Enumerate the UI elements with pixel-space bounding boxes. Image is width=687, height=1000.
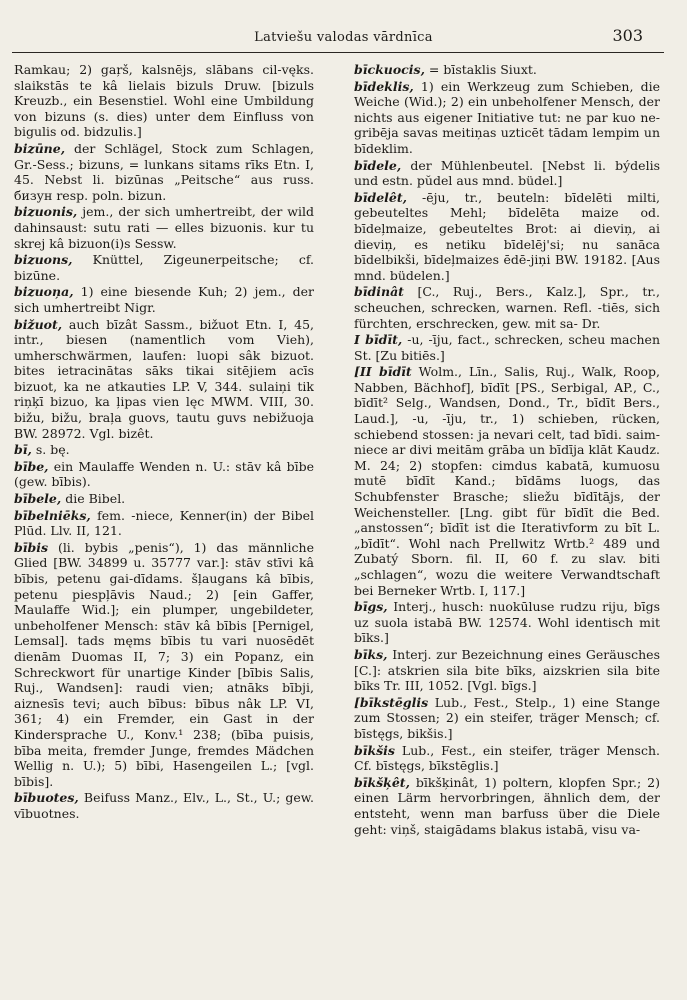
entry-headword: [bīkstēglis bbox=[354, 694, 429, 710]
entry-definition: Beifuss Manz., Elv., L., St., U.; gew. vībuotnes. bbox=[14, 790, 314, 821]
entry-headword: bībelniēks, bbox=[14, 507, 91, 523]
entry-definition: bīkšķinât, 1) poltern, klopfen Spr.; 2) einen Lärm hervorbringen, ähnlich dem, der entsteht, wenn man barfuss über die Diele geht: viņš, staigādams blakus istabā, visu va- bbox=[354, 774, 660, 837]
entry-definition: Wolm., Līn., Salis, Ruj., Walk, Roop, Nabben, Bächhof], bīdīt [PS., Serbigal, AP., C., bīdīt² Selg., Wandsen, Dond., Tr., bīdīt Bers., Laud.], -u, -īju, tr., 1) schieben, rücken, schiebend stossen: ja nevari celt, tad bīdi. saim-niece ar divi meitām grāba un bīdīja klāt Kaudz. M. 24; 2) stopfen: cimdus kabatā, kumuosu mutē bīdīt Kand.; bīdāms luogs, das Schubfenster Brasche; sliežu bīdītājs, der Weichensteller. [Lng. gibt für bīdīt die Bed. „anstossen“; bīdīt ist die Iterativform zu bīt L. „bīdīt“. Wohl nach Prellwitz Wrtb.² 489 und Zubatý Sborn. fil. II, 60 f. zu slav. biti „schlagen“, wozu die weitere Verwandtschaft bei Berneker Wrtb. I, 117.] bbox=[354, 364, 660, 598]
dictionary-entry bbox=[14, 204, 314, 251]
header-rule bbox=[12, 52, 664, 53]
entry-definition: Lub., Fest., ein steifer, träger Mensch. Cf. bīstęgs, bīkstēglis.] bbox=[354, 742, 660, 774]
dictionary-entry bbox=[354, 775, 660, 837]
dictionary-entry bbox=[14, 442, 314, 458]
entry-definition: [C., Ruj., Bers., Kalz.], Spr., tr., scheuchen, schrecken, warnen. Refl. -tiēs, sich fürchten, erschrecken, gew. mit sa- Dr. bbox=[354, 284, 660, 331]
dictionary-entry bbox=[14, 284, 314, 315]
entry-definition: die Bibel. bbox=[65, 491, 126, 507]
page-header-title: Latviešu valodas vārdnīca bbox=[254, 30, 433, 45]
entry-definition: (li. bybis „penis“), 1) das männliche Glied [BW. 34899 u. 35777 var.]: stāv stīvi kâ bībis, petenu gai-dīdams. šļaugans kâ bībis, petenu piespļāvis Naud.; 2) [ein Gaffer, Maulaffe Wid.]; ein plumper, ungebildeter, unbeholfener Mensch: stāv kâ bībis [Pernigel, Lemsal]. tads męms bībis tu vari nuosēdēt dienām Duomas II, 7; 3) ein Popanz, ein Schreckwort für unartige Kinder [bībis Salis, Ruj., Wandsen]: raudi vien; atnāks bībji, aiznesīs tevi; auch bībus: bībus nâk LP. VI, 361; 4) ein Fremder, ein Gast in der Kindersprache U., Konv.¹ 238; (bība puisis, bība meita, fremder Junge, fremdes Mädchen Wellig n. U.); 5) bībi, Hasengeilen L.; [vgl. bībis]. bbox=[14, 539, 314, 789]
dictionary-entry bbox=[14, 540, 314, 790]
entry-definition: jem., der sich umhertreibt, der wild dahinsaust: sutu rati — elles bizuonis. kur tu skrej kâ bizuon(i)s Sessw. bbox=[14, 204, 314, 251]
entry-headword: bīdeklis, bbox=[354, 78, 414, 94]
entry-headword: bizuonis, bbox=[14, 204, 78, 220]
entry-headword: bībele, bbox=[14, 491, 62, 507]
entry-definition: -u, -īju, fact., schrecken, scheu machen St. [Zu bitiēs.] bbox=[354, 332, 660, 363]
entry-definition: Interj. zur Bezeichnung eines Geräusches [C.]: atskrien sila bite bīks, aizskrien sila bite bīks Tr. III, 1052. [Vgl. bīgs.] bbox=[354, 646, 660, 694]
entry-definition: Ramkau; 2) gaŗš, kalsnējs, slābans cil-vęks. slaikstās te kâ lielais bizuls Druw. [bizuls Kreuzb., ein Besenstiel. Wohl eine Umbildung von bizuns (s. dies) unter dem Einfluss von bigulis od. bidzulis.] bbox=[14, 62, 314, 140]
entry-definition: Interj., husch: nuokūluse rudzu riju, bīgs uz suola istabā BW. 12574. Wohl identisch mit bīks.] bbox=[354, 599, 660, 646]
entry-definition: 1) eine biesende Kuh; 2) jem., der sich umhertreibt Nigr. bbox=[14, 284, 314, 315]
entry-headword: bizuoņa, bbox=[14, 284, 74, 300]
dictionary-entry bbox=[354, 190, 660, 284]
dictionary-entry bbox=[14, 62, 314, 140]
entry-headword: bīdelêt, bbox=[354, 189, 408, 205]
entry-headword: bī, bbox=[14, 442, 32, 458]
entry-definition: Lub., Fest., Stelp., 1) eine Stange zum Stossen; 2) ein steifer, träger Mensch; cf. bīstęgs, bikšis.] bbox=[354, 694, 660, 741]
entry-headword: bīks, bbox=[354, 646, 388, 662]
dictionary-entry bbox=[354, 158, 660, 189]
dictionary-entry bbox=[354, 332, 660, 363]
dictionary-entry bbox=[354, 284, 660, 331]
entry-headword: bižuot, bbox=[14, 316, 63, 332]
entry-definition: 1) ein Werkzeug zum Schieben, die Weiche (Wid.); 2) ein unbeholfener Mensch, der nichts aus eigener Initiative tut: ne par kuo ne-gribēja savas meitiņas uzticēt tādam lempim un bīdeklim. bbox=[354, 78, 660, 156]
dictionary-entry bbox=[14, 790, 314, 821]
entry-headword: bīkšķêt, bbox=[354, 774, 410, 790]
dictionary-entry bbox=[14, 317, 314, 442]
dictionary-entry bbox=[14, 141, 314, 203]
entry-headword: I bīdīt, bbox=[354, 332, 403, 348]
entry-headword: bībuotes, bbox=[14, 790, 79, 806]
entry-headword: bizuons, bbox=[14, 252, 73, 268]
dictionary-entry bbox=[354, 647, 660, 694]
dictionary-entry bbox=[354, 695, 660, 742]
entry-definition: der Schlägel, Stock zum Schlagen, Gr.-Sess.; bizuns, = lunkans sitams rīks Etn. I, 45. Nebst li. bizūnas „Peitsche“ aus russ. бизун resp. poln. bizun. bbox=[14, 140, 314, 203]
entry-definition: auch bīzât Sassm., bižuot Etn. I, 45, intr., biesen (namentlich vom Vieh), umherschwärmen, laufen: luopi sâk bizuot. bites ietracinātas sāks tikai sitējiem acīs bizuot, ka ne atkauties LP. V, 344. sulaiņi tik riņķī bizuo, ka ļipas vien lęc MWM. VIII, 30. bižu, bižu, braļa guovs, tautu guvs nebižuoja BW. 28972. Vgl. bizêt. bbox=[14, 316, 314, 441]
entry-headword: bīkšis bbox=[354, 742, 395, 758]
dictionary-entry bbox=[14, 491, 314, 507]
entry-definition: -ēju, tr., beuteln: bīdelēti milti, gebeuteltes Mehl; bīdelēta maize od. bīdeļmaize, gebeuteltes Brot: ai dieviņ, ai dieviņ, es netiku bīdelēj'si; nu sanāca bīdelbikši, bīdeļmaizes ēdē-jiņi BW. 19182. [Aus mnd. büdelen.] bbox=[354, 189, 660, 283]
entry-definition: Knüttel, Zigeunerpeitsche; cf. bizūne. bbox=[14, 252, 314, 283]
entry-headword: bīdele, bbox=[354, 157, 402, 173]
entry-headword: bīdinât bbox=[354, 284, 404, 300]
entry-headword: [II bīdīt bbox=[354, 364, 412, 380]
entry-definition: fem. -niece, Kenner(in) der Bibel Plūd. Llv. II, 121. bbox=[14, 507, 314, 539]
entry-headword: bīgs, bbox=[354, 599, 388, 615]
dictionary-entry bbox=[14, 252, 314, 283]
entry-definition: s. bę. bbox=[35, 442, 70, 458]
right-column bbox=[354, 62, 660, 992]
dictionary-entry bbox=[14, 459, 314, 490]
dictionary-entry bbox=[354, 743, 660, 774]
dictionary-entry bbox=[354, 364, 660, 598]
dictionary-entry bbox=[354, 62, 660, 78]
entry-headword: bībis bbox=[14, 539, 49, 555]
entry-headword: bīckuocis, bbox=[354, 62, 425, 77]
entry-definition: = bīstaklis Siuxt. bbox=[428, 62, 537, 77]
dictionary-entry bbox=[14, 508, 314, 539]
left-column bbox=[14, 62, 314, 992]
entry-headword: bībe, bbox=[14, 458, 49, 474]
dictionary-entry bbox=[354, 79, 660, 157]
dictionary-entry bbox=[354, 599, 660, 646]
entry-headword: bizūne, bbox=[14, 140, 66, 156]
entry-definition: der Mühlenbeutel. [Nebst li. býdelis und estn. pŭdel aus mnd. büdel.] bbox=[354, 157, 660, 189]
entry-definition: ein Maulaffe Wenden n. U.: stāv kâ bībe (gew. bībis). bbox=[14, 458, 314, 490]
page-number: 303 bbox=[612, 26, 643, 45]
